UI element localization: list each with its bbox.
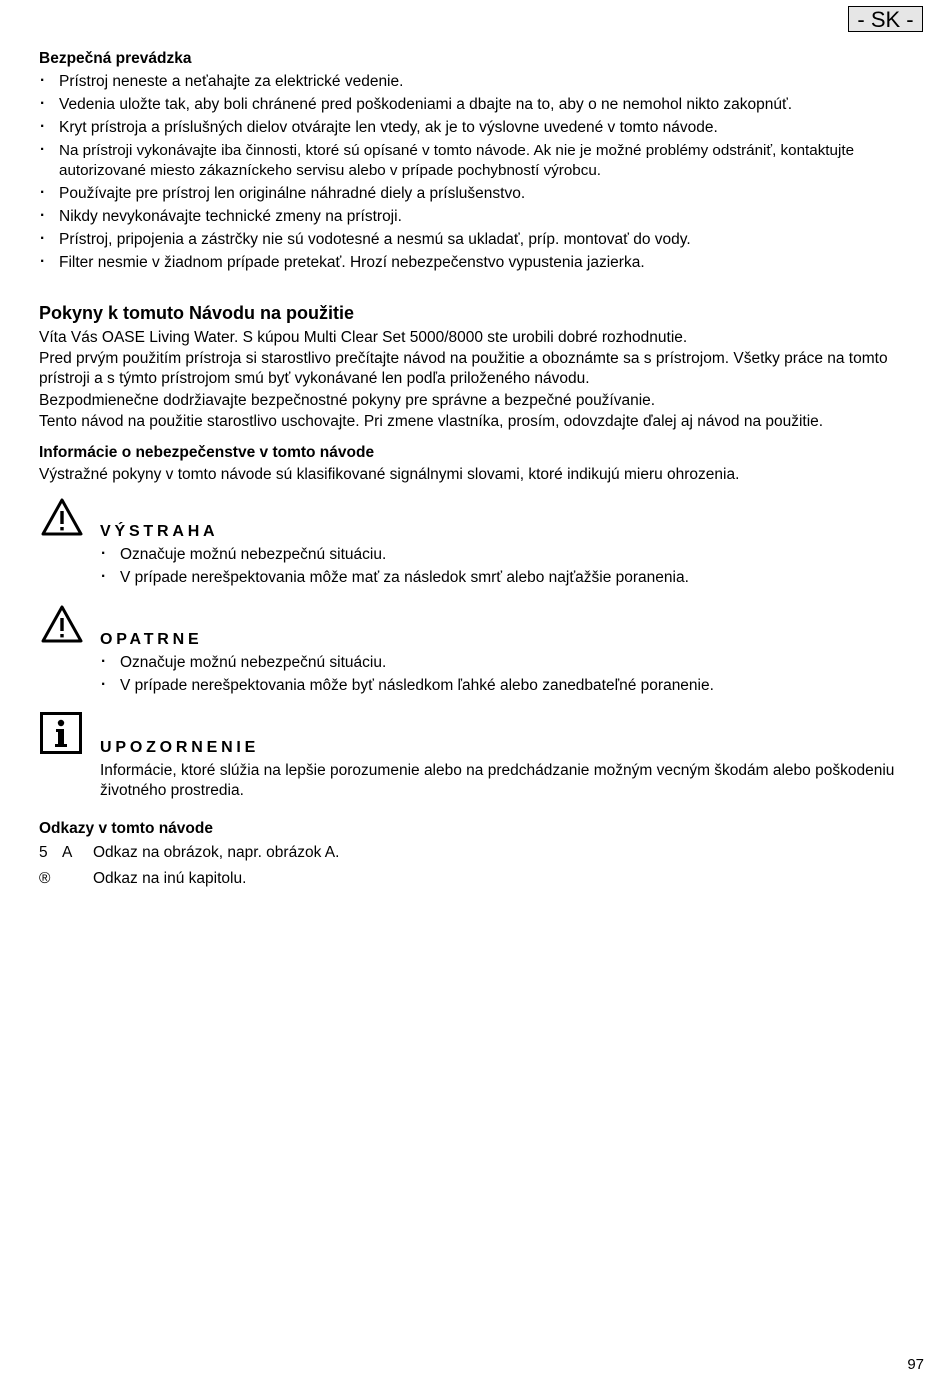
note-title: UPOZORNENIE	[100, 739, 260, 756]
instructions-intro: Víta Vás OASE Living Water. S kúpou Multi Clear Set 5000/8000 ste urobili dobré rozhodnutie.	[39, 329, 688, 346]
caution-triangle-icon	[40, 604, 84, 644]
safe-operation-list	[39, 72, 929, 276]
list-item: · Používajte pre prístroj len originálne náhradné diely a príslušenstvo.	[39, 184, 929, 204]
hazard-info-text: Výstražné pokyny v tomto návode sú klasifikované signálnymi slovami, ktoré indikujú mieru ohrozenia.	[39, 466, 740, 483]
list-item: · Vedenia uložte tak, aby boli chránené pred poškodeniami a dbajte na to, aby o ne nemohol nikto zakopnúť.	[39, 95, 929, 115]
list-item: · Kryt prístroja a príslušných dielov otvárajte len vtedy, ak je to výslovne uvedené v tomto návode.	[39, 118, 929, 138]
page-number: 97	[907, 1356, 924, 1373]
list-item: · Prístroj neneste a neťahajte za elektrické vedenie.	[39, 72, 929, 92]
language-badge: - SK -	[848, 6, 923, 32]
reference-text: Odkaz na obrázok, napr. obrázok A.	[93, 844, 340, 861]
reference-symbol: 5	[39, 844, 48, 861]
references-title: Odkazy v tomto návode	[39, 820, 213, 837]
list-item: · Označuje možnú nebezpečnú situáciu.	[100, 545, 920, 565]
caution-list	[100, 653, 920, 698]
instructions-safety: Bezpodmienečne dodržiavajte bezpečnostné pokyny pre správne a bezpečné používanie.	[39, 392, 656, 409]
instructions-keep: Tento návod na použitie starostlivo uschovajte. Pri zmene vlastníka, prosím, odovzdajte ďalej aj návod na použitie.	[39, 413, 824, 430]
list-item: · Filter nesmie v žiadnom prípade pretekať. Hrozí nebezpečenstvo vypustenia jazierka.	[39, 253, 929, 273]
info-icon	[40, 712, 82, 754]
note-text: Informácie, ktoré slúžia na lepšie porozumenie alebo na predchádzanie možným vecným škodám alebo poškodeniu životného prostredia.	[100, 762, 895, 799]
warning-title: VÝSTRAHA	[100, 523, 219, 540]
list-item: · Označuje možnú nebezpečnú situáciu.	[100, 653, 920, 673]
reference-symbol: ®	[39, 870, 51, 887]
reference-letter: A	[62, 844, 73, 861]
warning-triangle-icon	[40, 497, 84, 537]
list-item: · Na prístroji vykonávajte iba činnosti, ktoré sú opísané v tomto návode. Ak nie je možné problémy odstrániť, kontaktujte autorizované miesto zákazníckeho servisu alebo v prípade pochybností výrobcu.	[39, 141, 929, 180]
instructions-title: Pokyny k tomuto Návodu na použitie	[39, 303, 355, 323]
list-item: · Prístroj, pripojenia a zástrčky nie sú vodotesné a nesmú sa ukladať, príp. montovať do vody.	[39, 230, 929, 250]
reference-text: Odkaz na inú kapitolu.	[93, 870, 247, 887]
hazard-info-title: Informácie o nebezpečenstve v tomto návode	[39, 444, 375, 461]
caution-title: OPATRNE	[100, 631, 203, 648]
warning-list	[100, 545, 920, 590]
safe-operation-title: Bezpečná prevádzka	[39, 50, 192, 67]
list-item: · V prípade nerešpektovania môže mať za následok smrť alebo najťažšie poranenia.	[100, 568, 920, 588]
list-item: · V prípade nerešpektovania môže byť následkom ľahké alebo zanedbateľné poranenie.	[100, 676, 920, 696]
list-item: · Nikdy nevykonávajte technické zmeny na prístroji.	[39, 207, 929, 227]
instructions-read-first: Pred prvým použitím prístroja si starostlivo prečítajte návod na použitie a oboznámte sa s prístrojom. Všetky práce na tomto prístroji a s týmto prístrojom smú byť vykonávané len podľa priloženého návodu.	[39, 350, 888, 387]
